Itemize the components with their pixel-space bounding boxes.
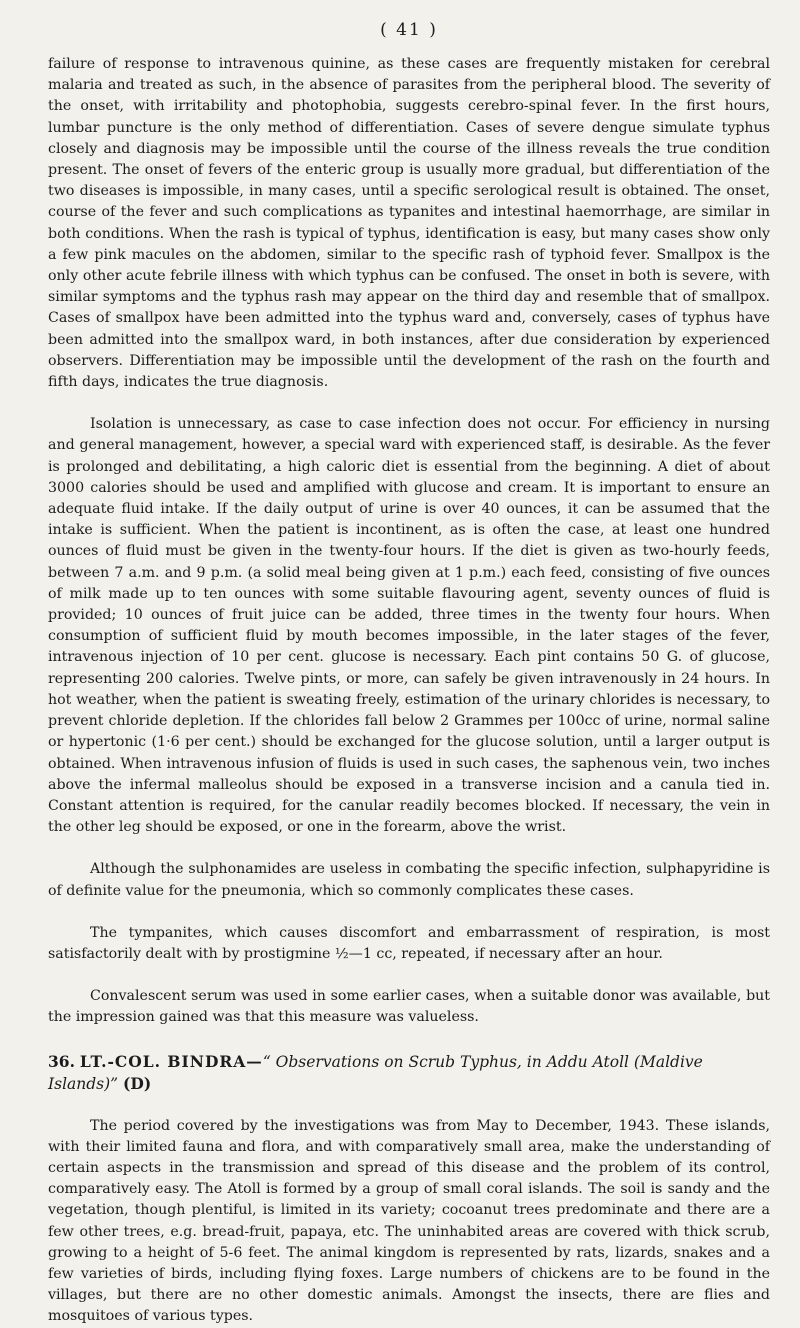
section-heading: [48, 1051, 770, 1095]
section-author: LT.-COL. BINDRA—: [79, 1051, 263, 1071]
page-number: ( 41 ): [380, 20, 438, 40]
paragraph-tympanites: The tympanites, which causes discomfort and embarrassment of respiration, is most satisfactorily dealt with by prostigmine ½—1 cc, repeated, if necessary after an hour.: [48, 924, 770, 962]
section-title: “ Observations on Scrub Typhus, in Addu Atoll (Maldive Islands)”: [48, 1052, 703, 1093]
section-number: 36.: [48, 1051, 75, 1071]
paragraph-differential-diagnosis: failure of response to intravenous quinine, as these cases are frequently mistaken for cerebral malaria and treated as such, in the absence of parasites from the peripheral blood. The severity of the onset, with irritability and photophobia, suggests cerebro-spinal fever. In the first hours, lumbar puncture is the only method of differentiation. Cases of severe dengue simulate typhus closely and diagnosis may be impossible until the course of the illness reveals the true condition present. The onset of fevers of the enteric group is usually more gradual, but differentiation of the two diseases is impossible, in many cases, until a specific serological result is obtained. The onset, course of the fever and such complications as typanites and intestinal haemorrhage, are similar in both conditions. When the rash is typical of typhus, identification is easy, but many cases show only a few pink macules on the abdomen, similar to the specific rash of typhoid fever. Smallpox is the only other acute febrile illness with which typhus can be confused. The onset in both is severe, with similar symptoms and the typhus rash may appear on the third day and resemble that of smallpox. Cases of smallpox have been admitted into the typhus ward and, conversely, cases of typhus have been admitted into the smallpox ward, in both instances, after due consideration by experienced observers. Differentiation may be impossible until the development of the rash on the fourth and fifth days, indicates the true diagnosis.: [48, 56, 770, 391]
paragraph-convalescent-serum: Convalescent serum was used in some earlier cases, when a suitable donor was available, but the impression gained was that this measure was valueless.: [48, 988, 770, 1026]
paragraph-sulphonamides: Although the sulphonamides are useless in combating the specific infection, sulphapyridine is of definite value for the pneumonia, which so commonly complicates these cases.: [48, 861, 770, 899]
paragraph-isolation-and-diet: Isolation is unnecessary, as case to case infection does not occur. For efficiency in nursing and general management, however, a special ward with experienced staff, is desirable. As the fever is prolonged and debilitating, a high caloric diet is essential from the beginning. A diet of about 3000 calories should be used and amplified with glucose and cream. It is important to ensure an adequate fluid intake. If the daily output of urine is over 40 ounces, it can be assumed that the intake is sufficient. When the patient is incontinent, as is often the case, at least one hundred ounces of fluid must be given in the twenty-four hours. If the diet is given as two-hourly feeds, between 7 a.m. and 9 p.m. (a solid meal being given at 1 p.m.) each feed, consisting of five ounces of milk made up to ten ounces with some suitable flavouring agent, seventy ounces of fluid is provided; 10 ounces of fruit juice can be added, three times in the twenty four hours. When consumption of sufficient fluid by mouth becomes impossible, in the later stages of the fever, intravenous injection of 10 per cent. glucose is necessary. Each pint contains 50 G. of glucose, representing 200 calories. Twelve pints, or more, can safely be given intravenously in 24 hours. In hot weather, when the patient is sweating freely, estimation of the urinary chlorides is necessary, to prevent chloride depletion. If the chlorides fall below 2 Grammes per 100cc of urine, normal saline or hypertonic (1·6 per cent.) should be exchanged for the glucose solution, until a larger output is obtained. When intravenous infusion of fluids is used in such cases, the saphenous vein, two inches above the infermal malleolus should be exposed in a transverse incision and a canula tied in. Constant attention is required, for the canular readily becomes blocked. If necessary, the vein in the other leg should be exposed, or one in the forearm, above the wrist.: [48, 416, 770, 836]
section-mark: (D): [123, 1073, 152, 1093]
paragraph-addu-atoll: The period covered by the investigations was from May to December, 1943. These islands, with their limited fauna and flora, and with comparatively small area, make the understanding of certain aspects in the transmission and spread of this disease and the problem of its control, comparatively easy. The Atoll is formed by a group of small coral islands. The soil is sandy and the vegetation, though plentiful, is limited in its variety; cocoanut trees predominate and there are a few other trees, e.g. bread-fruit, papaya, etc. The uninhabited areas are covered with thick scrub, growing to a height of 5-6 feet. The animal kingdom is represented by rats, lizards, snakes and a few varieties of birds, including flying foxes. Large numbers of chickens are to be found in the villages, but there are no other domestic animals. Amongst the insects, there are flies and mosquitoes of various types.: [48, 1117, 770, 1325]
